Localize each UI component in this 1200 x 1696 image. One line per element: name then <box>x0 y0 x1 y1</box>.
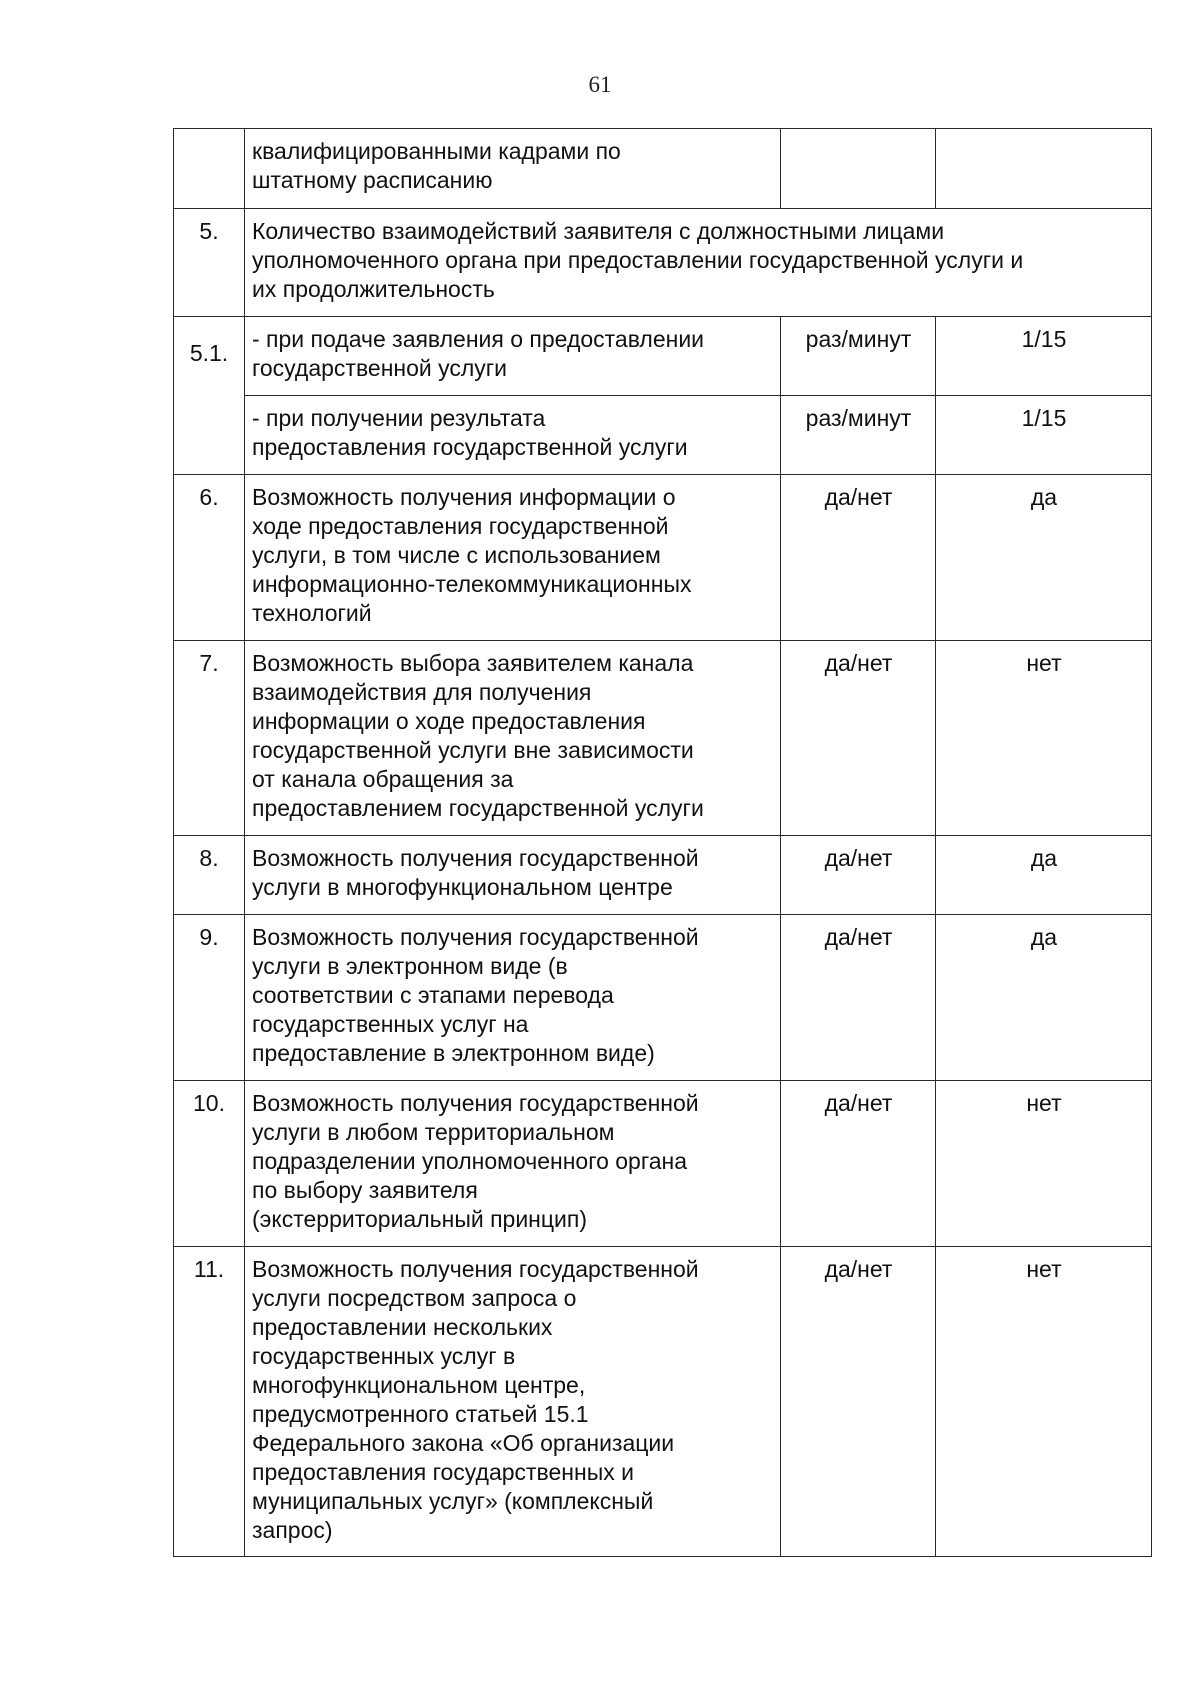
indicator-value: 1/15 <box>936 317 1152 396</box>
indicator-name: Возможность получения государственной услуги в многофункциональном центре <box>245 836 781 915</box>
table-row <box>174 209 1152 317</box>
row-number: 9. <box>174 915 245 1081</box>
indicator-value: нет <box>936 641 1152 836</box>
row-number <box>174 129 245 209</box>
indicator-name: Возможность получения государственной услуги в любом территориальном подразделении уполномоченного органа по выбору заявителя (экстерриториальный принцип) <box>245 1081 781 1247</box>
row-number: 5. <box>174 209 245 317</box>
unit-of-measure <box>781 129 936 209</box>
row-number: 8. <box>174 836 245 915</box>
indicator-name: Возможность выбора заявителем канала взаимодействия для получения информации о ходе предоставления государственной услуги вне зависимости от канала обращения за предоставлением государственной услуги <box>245 641 781 836</box>
indicator-value: да <box>936 915 1152 1081</box>
row-number: 5.1. <box>174 317 245 475</box>
table-row <box>174 129 1152 209</box>
unit-of-measure: да/нет <box>781 836 936 915</box>
unit-of-measure: да/нет <box>781 1247 936 1557</box>
table-row <box>174 317 1152 396</box>
indicator-value <box>936 129 1152 209</box>
indicator-name: - при получении результата предоставления государственной услуги <box>245 396 781 475</box>
indicator-value: 1/15 <box>936 396 1152 475</box>
unit-of-measure: раз/минут <box>781 396 936 475</box>
page-number: 61 <box>588 72 612 97</box>
indicator-value: да <box>936 836 1152 915</box>
table-row <box>174 1081 1152 1247</box>
unit-of-measure: да/нет <box>781 475 936 641</box>
indicator-name: - при подаче заявления о предоставлении государственной услуги <box>245 317 781 396</box>
table-row <box>174 915 1152 1081</box>
table-row <box>174 396 1152 475</box>
indicator-value: нет <box>936 1247 1152 1557</box>
unit-of-measure: да/нет <box>781 915 936 1081</box>
indicator-name: Количество взаимодействий заявителя с должностными лицами уполномоченного органа при предоставлении государственной услуги и их продолжительность <box>245 209 1152 317</box>
indicator-name: Возможность получения информации о ходе предоставления государственной услуги, в том числе с использованием информационно-телекоммуникационных технологий <box>245 475 781 641</box>
indicators-table <box>173 128 1152 1557</box>
indicator-value: да <box>936 475 1152 641</box>
unit-of-measure: да/нет <box>781 641 936 836</box>
row-number: 10. <box>174 1081 245 1247</box>
row-number: 6. <box>174 475 245 641</box>
table-row <box>174 641 1152 836</box>
row-number: 11. <box>174 1247 245 1557</box>
row-number: 7. <box>174 641 245 836</box>
unit-of-measure: да/нет <box>781 1081 936 1247</box>
indicator-name: Возможность получения государственной услуги в электронном виде (в соответствии с этапами перевода государственных услуг на предоставление в электронном виде) <box>245 915 781 1081</box>
unit-of-measure: раз/минут <box>781 317 936 396</box>
table-row <box>174 475 1152 641</box>
table-row <box>174 836 1152 915</box>
indicator-value: нет <box>936 1081 1152 1247</box>
indicator-name: Возможность получения государственной услуги посредством запроса о предоставлении нескольких государственных услуг в многофункциональном центре, предусмотренного статьей 15.1 Федерального закона «Об организации предоставления государственных и муниципальных услуг» (комплексный запрос) <box>245 1247 781 1557</box>
indicator-name: квалифицированными кадрами по штатному расписанию <box>245 129 781 209</box>
table-row <box>174 1247 1152 1557</box>
